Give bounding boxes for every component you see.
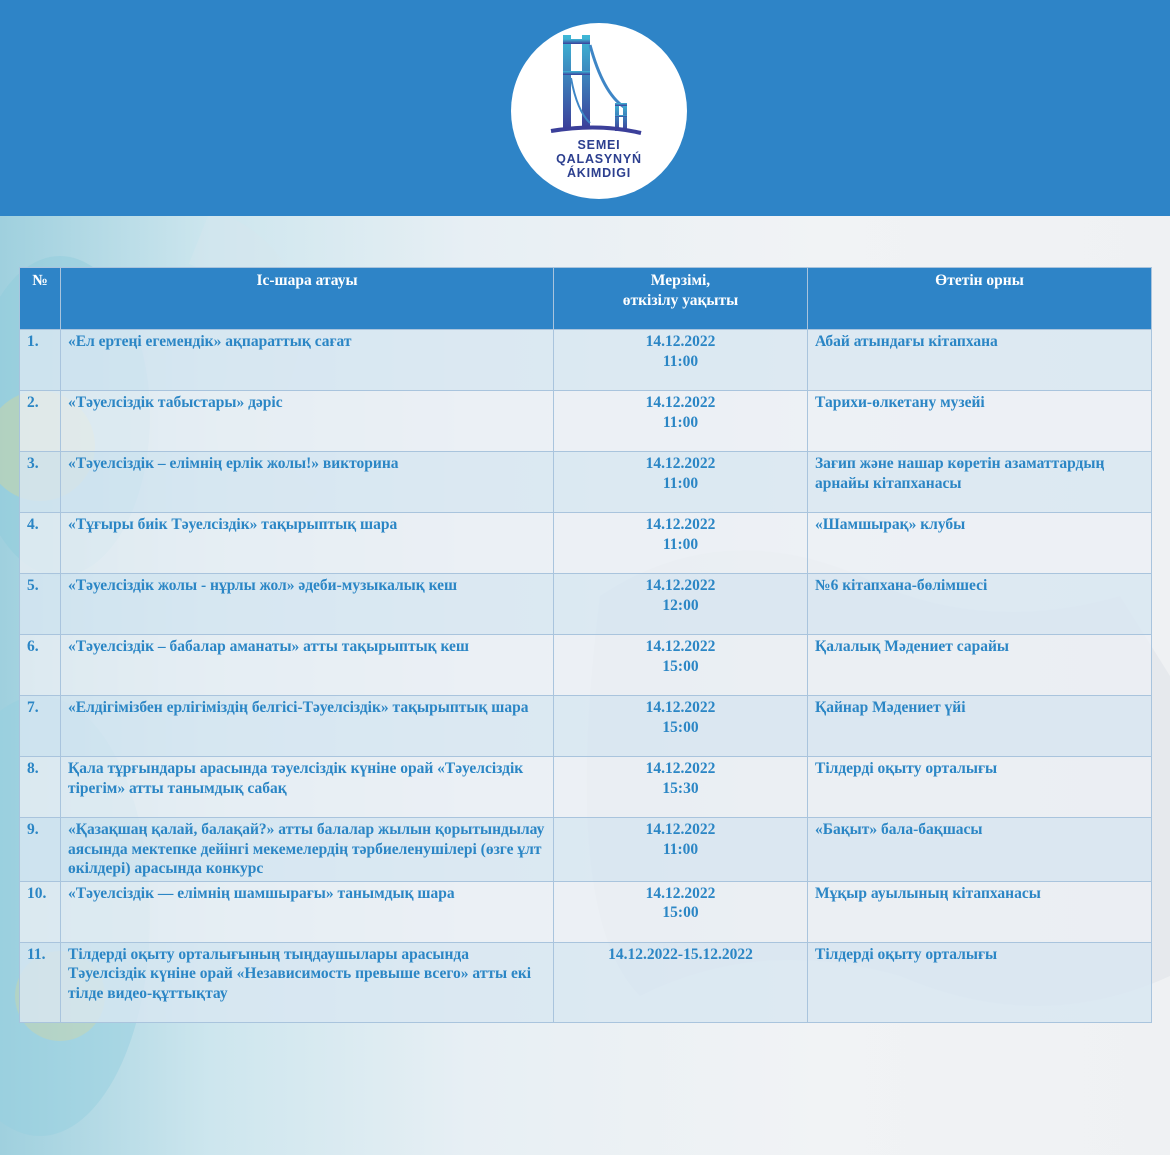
row-title: «Тәуелсіздік – бабалар аманаты» атты тақырыптық кеш <box>61 635 554 696</box>
row-place: «Бақыт» бала-бақшасы <box>808 818 1152 882</box>
row-place: Мұқыр ауылының кітапханасы <box>808 881 1152 942</box>
table-row <box>20 818 1152 882</box>
row-datetime <box>554 696 808 757</box>
table-row <box>20 452 1152 513</box>
table-row <box>20 757 1152 818</box>
table-row <box>20 696 1152 757</box>
row-title: «Тәуелсіздік – елімнің ерлік жолы!» викторина <box>61 452 554 513</box>
row-datetime <box>554 942 808 1022</box>
row-time: 11:00 <box>662 352 699 370</box>
row-time: 15:00 <box>662 718 699 736</box>
row-time: 15:30 <box>662 779 699 797</box>
row-title: Қала тұрғындары арасында тәуелсіздік күніне орай «Тәуелсіздік тірегім» атты танымдық сабақ <box>61 757 554 818</box>
row-datetime <box>554 391 808 452</box>
header-time-line-1: Мерзімі, <box>650 272 711 289</box>
row-time: 11:00 <box>662 535 699 553</box>
row-date: 14.12.2022 <box>645 577 716 594</box>
row-title: «Тәуелсіздік жолы - нұрлы жол» әдеби-музыкалық кеш <box>61 574 554 635</box>
row-datetime <box>554 818 808 882</box>
table-row <box>20 391 1152 452</box>
row-place: Тілдерді оқыту орталығы <box>808 942 1152 1022</box>
row-time: 15:00 <box>662 657 699 675</box>
logo-text-line-2: QALASYNYŃ <box>556 152 642 166</box>
row-datetime <box>554 330 808 391</box>
row-place: «Шамшырақ» клубы <box>808 513 1152 574</box>
row-date: 14.12.2022 <box>645 699 716 716</box>
header-title: Іс-шара атауы <box>61 268 554 330</box>
row-title: «Қазақшаң қалай, балақай?» атты балалар жылын қорытындылау аясында мектепке дейінгі мекемелердің тәрбиеленушілері (өзге ұлт өкілдері) арасында конкурс <box>61 818 554 882</box>
row-date: 14.12.2022 <box>645 638 716 655</box>
row-num: 7. <box>20 696 61 757</box>
row-place: Тарихи-өлкетану музейі <box>808 391 1152 452</box>
row-num: 8. <box>20 757 61 818</box>
header-time <box>554 268 808 330</box>
header-banner <box>0 0 1170 216</box>
table-row <box>20 635 1152 696</box>
row-num: 9. <box>20 818 61 882</box>
row-time: 11:00 <box>662 474 699 492</box>
table-row <box>20 881 1152 942</box>
row-num: 10. <box>20 881 61 942</box>
row-date: 14.12.2022 <box>645 455 716 472</box>
row-num: 11. <box>20 942 61 1022</box>
row-title: «Ел ертеңі егемендік» ақпараттық сағат <box>61 330 554 391</box>
row-time: 11:00 <box>662 413 699 431</box>
row-title: «Елдігімізбен ерлігіміздің белгісі-Тәуелсіздік» тақырыптық шара <box>61 696 554 757</box>
row-place: Қалалық Мәдениет сарайы <box>808 635 1152 696</box>
header-num: № <box>20 268 61 330</box>
row-date: 14.12.2022 <box>645 333 716 350</box>
row-datetime <box>554 452 808 513</box>
table-row <box>20 330 1152 391</box>
row-datetime <box>554 574 808 635</box>
logo-text-line-1: SEMEI <box>577 138 621 152</box>
table-row <box>20 942 1152 1022</box>
row-date: 14.12.2022 <box>645 760 716 777</box>
row-time: 11:00 <box>662 840 699 858</box>
row-date: 14.12.2022 <box>645 516 716 533</box>
row-place: Абай атындағы кітапхана <box>808 330 1152 391</box>
row-time: 12:00 <box>662 596 699 614</box>
event-schedule-table <box>19 267 1152 1023</box>
row-num: 1. <box>20 330 61 391</box>
row-num: 5. <box>20 574 61 635</box>
row-datetime <box>554 757 808 818</box>
table-header-row <box>20 268 1152 330</box>
row-place: №6 кітапхана-бөлімшесі <box>808 574 1152 635</box>
row-num: 6. <box>20 635 61 696</box>
row-num: 2. <box>20 391 61 452</box>
logo-text-line-3: ÁKIMDIGI <box>566 166 632 180</box>
row-title: «Тәуелсіздік табыстары» дәріс <box>61 391 554 452</box>
row-datetime <box>554 513 808 574</box>
row-date: 14.12.2022 <box>645 884 716 902</box>
header-time-line-2: өткізілу уақыты <box>622 291 739 309</box>
row-place: Тілдерді оқыту орталығы <box>808 757 1152 818</box>
row-datetime <box>554 881 808 942</box>
row-date: 14.12.2022 <box>645 821 716 838</box>
row-place: Зағип және нашар көретін азаматтардың арнайы кітапханасы <box>808 452 1152 513</box>
table-row <box>20 513 1152 574</box>
row-time: 15:00 <box>662 904 699 921</box>
row-num: 4. <box>20 513 61 574</box>
row-place: Қайнар Мәдениет үйі <box>808 696 1152 757</box>
table-row <box>20 574 1152 635</box>
row-date: 14.12.2022-15.12.2022 <box>608 945 753 963</box>
row-date: 14.12.2022 <box>645 394 716 411</box>
row-title: «Тәуелсіздік — елімнің шамшырағы» танымдық шара <box>61 881 554 942</box>
header-place: Өтетін орны <box>808 268 1152 330</box>
row-title: «Тұғыры биік Тәуелсіздік» тақырыптық шара <box>61 513 554 574</box>
row-num: 3. <box>20 452 61 513</box>
row-datetime <box>554 635 808 696</box>
city-logo <box>511 23 687 199</box>
row-title: Тілдерді оқыту орталығының тыңдаушылары арасында Тәуелсіздік күніне орай «Независимость превыше всего» атты екі тілде видео-құттықтау <box>61 942 554 1022</box>
